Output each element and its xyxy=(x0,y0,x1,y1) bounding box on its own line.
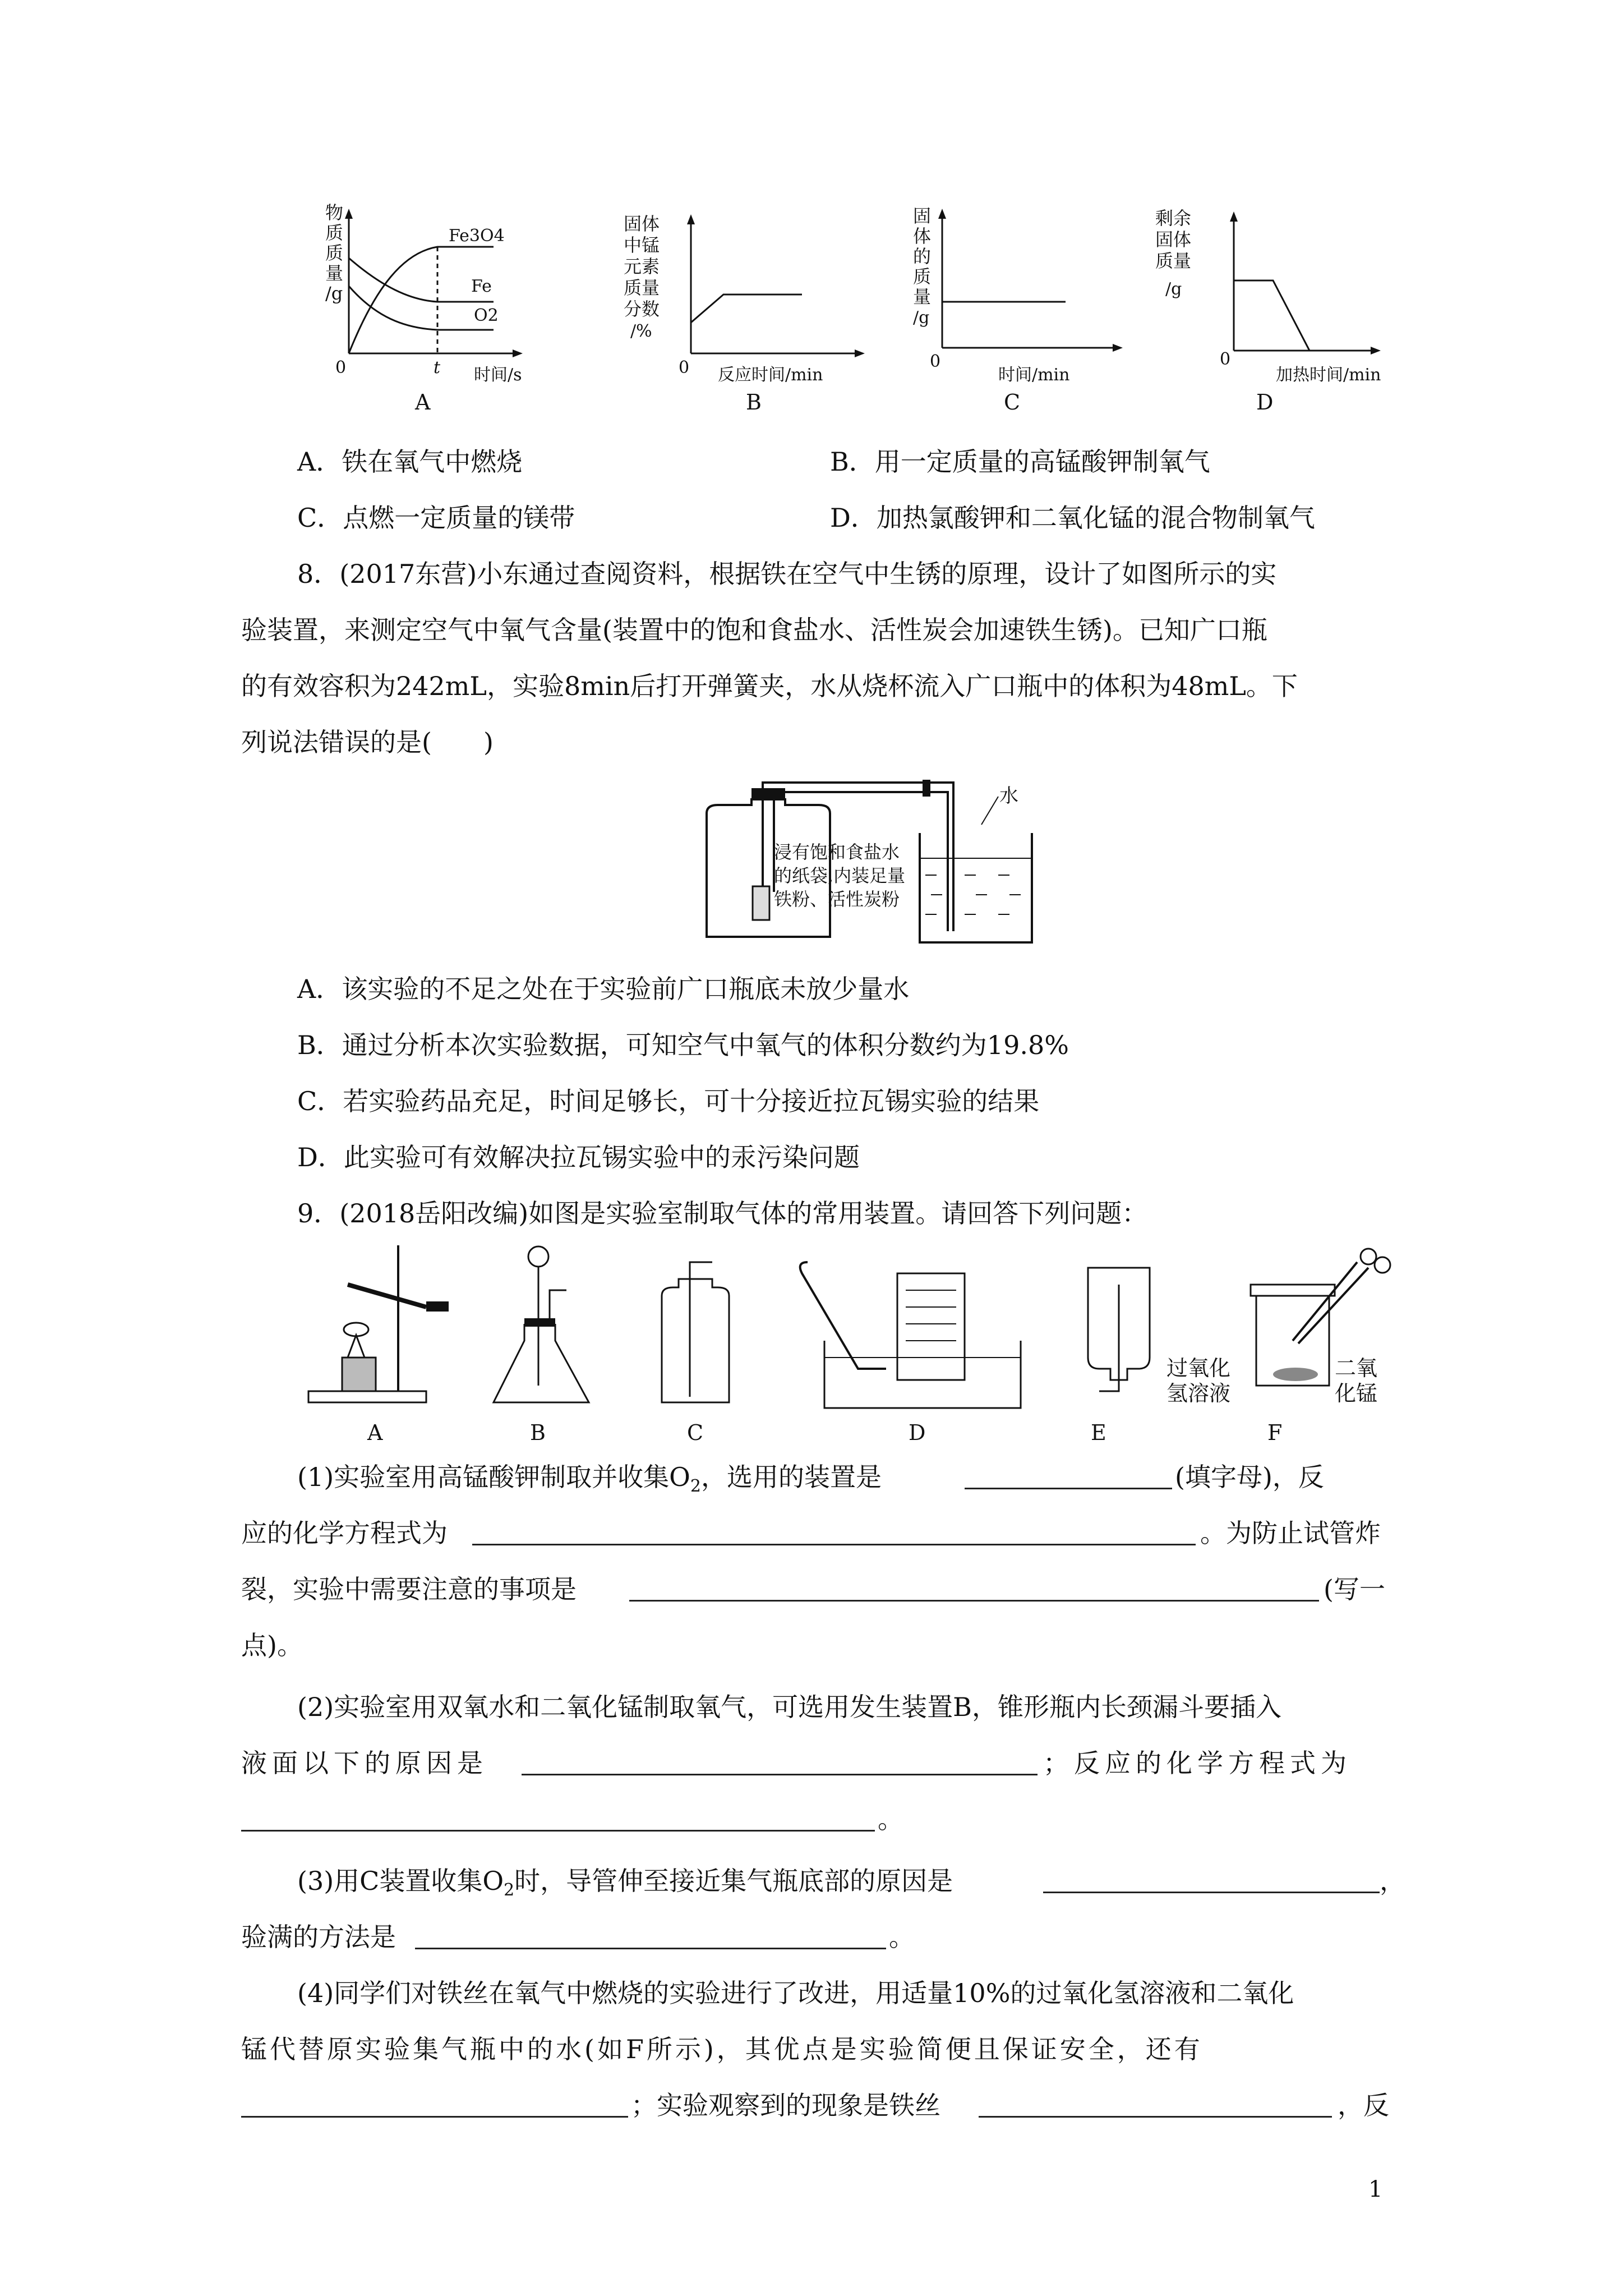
ylabel-char: 分数 xyxy=(624,298,660,320)
q9-p2-line2b: ；反应的化学方程式为 xyxy=(1043,1748,1352,1778)
graph-a-series-o2: O2 xyxy=(474,306,499,325)
graph-a-ylabel xyxy=(325,202,343,304)
q8-line-1: 8．(2017东营)小东通过查阅资料，根据铁在空气中生锈的原理，设计了如图所示的实 xyxy=(297,559,1277,589)
q9-p4-line2: 锰代替原实验集气瓶中的水(如F所示)，其优点是实验简便且保证安全，还有 xyxy=(241,2034,1203,2064)
ylabel-char: 体 xyxy=(913,226,932,247)
page-number: 1 xyxy=(1368,2177,1383,2202)
q7-option-c: C．点燃一定质量的镁带 xyxy=(297,503,575,533)
caption-a: A xyxy=(367,1420,383,1445)
q9-p1-line2a: 应的化学方程式为 xyxy=(241,1518,448,1548)
caption-d: D xyxy=(909,1420,926,1445)
caption-c: C xyxy=(687,1420,704,1445)
q9-p4-blank-2[interactable] xyxy=(979,2093,1332,2118)
q9-p1-c: (填字母)，反 xyxy=(1175,1462,1324,1492)
q8-line-2: 验装置，来测定空气中氧气含量(装置中的饱和食盐水、活性炭会加速铁生锈)。已知广口瓶 xyxy=(241,615,1267,645)
ylabel-char: 固体 xyxy=(1155,229,1192,250)
q9-p3-line2b: 。 xyxy=(889,1922,915,1952)
ylabel-char: 质 xyxy=(913,266,932,287)
q9-p4-line3b: ，反 xyxy=(1338,2090,1389,2120)
q9-p3-line2a: 验满的方法是 xyxy=(241,1922,396,1952)
graph-d xyxy=(1155,202,1391,393)
ylabel-char: 固体 xyxy=(624,213,660,234)
ylabel-char: 剩余 xyxy=(1155,208,1192,229)
ylabel-char: 中锰 xyxy=(624,234,660,256)
q9-p3-c: ， xyxy=(1380,1866,1405,1896)
graph-d-origin: 0 xyxy=(1220,349,1231,369)
q8-line-4: 列说法错误的是( ) xyxy=(241,727,494,757)
q8-line-3: 的有效容积为242mL，实验8min后打开弹簧夹，水从烧杯流入广口瓶中的体积为48mL。下 xyxy=(241,671,1298,701)
ylabel-char: 物 xyxy=(325,202,344,223)
graph-c-origin: 0 xyxy=(930,352,941,371)
graph-c xyxy=(909,202,1144,393)
q9-p2-blank-2[interactable] xyxy=(241,1807,875,1832)
graph-b-ylabel xyxy=(624,213,660,341)
ylabel-char: 质 xyxy=(325,222,344,243)
graph-a-series-fe: Fe xyxy=(471,277,492,296)
q9-p3-a: (3)用C装置收集O xyxy=(297,1866,504,1896)
q9-p4-line1: (4)同学们对铁丝在氧气中燃烧的实验进行了改进，用适量10%的过氧化氢溶液和二氧化 xyxy=(297,1978,1294,2008)
q8-option-b: B．通过分析本次实验数据，可知空气中氧气的体积分数约为19.8% xyxy=(297,1030,1069,1060)
q9-p1-line1 xyxy=(297,1464,882,1499)
q9-p3-sub: 2 xyxy=(504,1880,515,1901)
f-label-right-1: 二氧 xyxy=(1335,1356,1378,1381)
q9-p1-blank-3[interactable] xyxy=(629,1577,1319,1602)
bag-label-3: 铁粉、活性炭粉 xyxy=(774,889,900,910)
graph-a-t: t xyxy=(434,358,441,378)
apparatus-b xyxy=(494,1246,589,1402)
water-label: 水 xyxy=(999,785,1018,807)
q9-p4-blank-1[interactable] xyxy=(241,2093,628,2118)
q7-option-b: B．用一定质量的高锰酸钾制氧气 xyxy=(830,447,1210,477)
ylabel-char: 的 xyxy=(913,246,932,267)
apparatus-e xyxy=(1088,1268,1150,1391)
q8-option-d: D．此实验可有效解决拉瓦锡实验中的汞污染问题 xyxy=(297,1142,860,1172)
graph-b-xlabel: 反应时间/min xyxy=(718,365,823,385)
q9-p2-line3b: 。 xyxy=(878,1804,903,1834)
q9-p3-b: 时，导管伸至接近集气瓶底部的原因是 xyxy=(514,1866,953,1896)
q9-p1-line4: 点)。 xyxy=(241,1630,303,1660)
apparatus-d xyxy=(800,1262,1021,1408)
ylabel-char: 固 xyxy=(913,205,932,227)
q9-p1-line2b: 。为防止试管炸 xyxy=(1200,1518,1381,1548)
caption-b: B xyxy=(530,1420,546,1445)
graph-a-origin: 0 xyxy=(335,358,347,378)
ylabel-char: 量 xyxy=(325,263,344,284)
q9-p1-blank-1[interactable] xyxy=(965,1465,1172,1489)
f-label-right-2: 化锰 xyxy=(1335,1381,1378,1406)
q9-stem: 9．(2018岳阳改编)如图是实验室制取气体的常用装置。请回答下列问题： xyxy=(297,1198,1148,1228)
graph-a-caption: A xyxy=(415,390,431,415)
apparatus-c xyxy=(662,1262,729,1402)
ylabel-char: /g xyxy=(1165,279,1182,299)
ylabel-char: 质量 xyxy=(624,277,660,298)
q9-p3-blank-2[interactable] xyxy=(415,1925,886,1949)
q8-option-c: C．若实验药品充足，时间足够长，可十分接近拉瓦锡实验的结果 xyxy=(297,1086,1040,1116)
graph-c-ylabel xyxy=(913,205,931,328)
ylabel-char: 质量 xyxy=(1155,250,1192,272)
caption-f: F xyxy=(1267,1420,1283,1445)
q9-p2-line2a: 液面以下的原因是 xyxy=(241,1748,488,1778)
q9-p3-line1 xyxy=(297,1868,953,1903)
ylabel-char: 质 xyxy=(325,242,344,264)
graph-c-caption: C xyxy=(1004,390,1021,415)
q9-p1-b: ，选用的装置是 xyxy=(700,1462,882,1492)
graph-c-xlabel: 时间/min xyxy=(998,365,1070,385)
q9-p1-sub: 2 xyxy=(690,1476,701,1497)
ylabel-char: /g xyxy=(325,283,343,304)
q8-option-a: A．该实验的不足之处在于实验前广口瓶底未放少量水 xyxy=(297,974,910,1004)
bag-label-1: 浸有饱和食盐水 xyxy=(774,841,900,863)
q9-p3-blank-1[interactable] xyxy=(1043,1869,1380,1893)
q9-p1-blank-2[interactable] xyxy=(472,1521,1196,1545)
q9-p2-blank-1[interactable] xyxy=(522,1751,1038,1775)
graph-d-caption: D xyxy=(1256,390,1274,415)
graph-b xyxy=(623,202,880,393)
graph-b-caption: B xyxy=(746,390,762,415)
graph-a-xlabel: 时间/s xyxy=(474,365,522,385)
q9-apparatus-row xyxy=(303,1240,1424,1419)
q9-p1-a: (1)实验室用高锰酸钾制取并收集O xyxy=(297,1462,690,1492)
q8-apparatus xyxy=(684,780,1054,954)
ylabel-char: /g xyxy=(913,308,930,328)
apparatus-a xyxy=(308,1245,449,1402)
graph-b-origin: 0 xyxy=(679,358,690,378)
ylabel-char: 量 xyxy=(913,286,932,307)
q7-option-d: D．加热氯酸钾和二氧化锰的混合物制氧气 xyxy=(830,503,1315,533)
q9-p1-line3a: 裂，实验中需要注意的事项是 xyxy=(241,1574,577,1604)
graph-a-series-fe3o4: Fe3O4 xyxy=(449,226,505,246)
bag-label-2: 的纸袋,内装足量 xyxy=(774,865,906,886)
caption-e: E xyxy=(1091,1420,1106,1445)
q9-p1-line3b: (写一 xyxy=(1324,1574,1385,1604)
q9-p2-line1: (2)实验室用双氧水和二氧化锰制取氧气，可选用发生装置B，锥形瓶内长颈漏斗要插入 xyxy=(297,1692,1281,1722)
graph-d-ylabel xyxy=(1155,208,1191,299)
ylabel-char: /% xyxy=(630,321,652,341)
q7-option-a: A．铁在氧气中燃烧 xyxy=(297,447,523,477)
ylabel-char: 元素 xyxy=(624,256,660,277)
q9-p4-line3a: ；实验观察到的现象是铁丝 xyxy=(631,2090,940,2120)
graph-a xyxy=(314,202,538,393)
graph-d-xlabel: 加热时间/min xyxy=(1276,365,1381,385)
f-label-left-2: 氢溶液 xyxy=(1166,1381,1231,1406)
f-label-left-1: 过氧化 xyxy=(1166,1356,1231,1381)
